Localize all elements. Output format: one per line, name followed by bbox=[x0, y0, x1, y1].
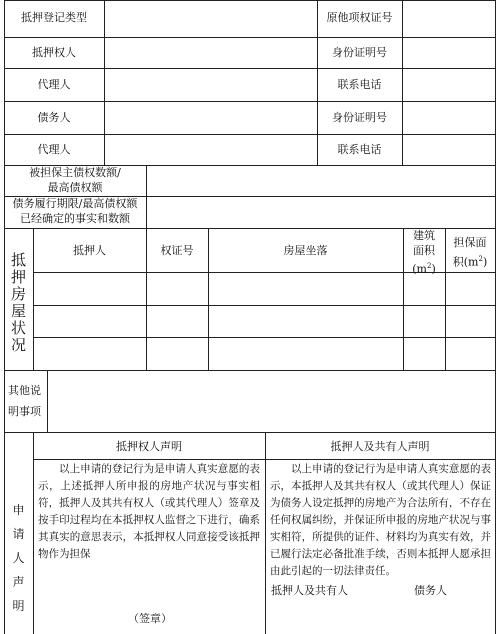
col-mortgagor: 抵押人 bbox=[73, 244, 106, 257]
mortgagor-declaration-title: 抵押人及共有人声明 bbox=[330, 440, 430, 453]
mortgagee-declaration-text: 以上申请的登记行为是申请人真实意愿的表示，上述抵押人所申报的房地产状况与事实相符，抵押人及其共有权人（或其代理人）签章及按手印过程均在本抵押权人监督之下进行，确系其真实的意思表示，本抵押权人同意接受该抵押物作为担保 bbox=[38, 463, 260, 560]
mortgagor-signature-label: 抵押人及共有人 bbox=[271, 584, 348, 597]
debtor-label: 债务人 bbox=[37, 111, 71, 124]
phone-label-1: 联系电话 bbox=[337, 78, 382, 91]
mortgagee-declaration-title: 抵押权人声明 bbox=[116, 440, 182, 453]
debtor-signature-label: 债务人 bbox=[414, 584, 447, 597]
mortgagor-declaration-text: 以上申请的登记行为是申请人真实意愿的表示，本抵押人及其共有权人（或其代理人）保证为债务人设定抵押的房地产为合法所有，不存在任何权属纠纷，并保证所申报的房地产状况与事实相符，所提供的证件、材料均为真实有效，并已履行法定必备批准手续，否则本抵押人愿承担由此引起的一切法律责任。 bbox=[270, 463, 491, 577]
agent-label-1: 代理人 bbox=[37, 78, 71, 91]
applicant-declaration-side-label: 申 请 人 声 明 bbox=[12, 503, 25, 613]
col-location: 房屋坐落 bbox=[283, 244, 328, 257]
col-cert-no: 权证号 bbox=[160, 244, 194, 257]
mortgagee-id-label: 身份证明号 bbox=[332, 46, 387, 59]
seal-label: （签章） bbox=[128, 612, 172, 625]
phone-label-2: 联系电话 bbox=[337, 143, 382, 156]
debtor-id-label: 身份证明号 bbox=[332, 111, 387, 124]
agent-label-2: 代理人 bbox=[37, 143, 71, 156]
original-cert-no-label: 原他项权证号 bbox=[326, 11, 393, 24]
mortgagee-label: 抵押权人 bbox=[32, 46, 76, 59]
mortgage-type-label: 抵押登记类型 bbox=[21, 11, 87, 24]
property-status-side-label: 抵 押 房 屋 状 况 bbox=[10, 251, 26, 354]
